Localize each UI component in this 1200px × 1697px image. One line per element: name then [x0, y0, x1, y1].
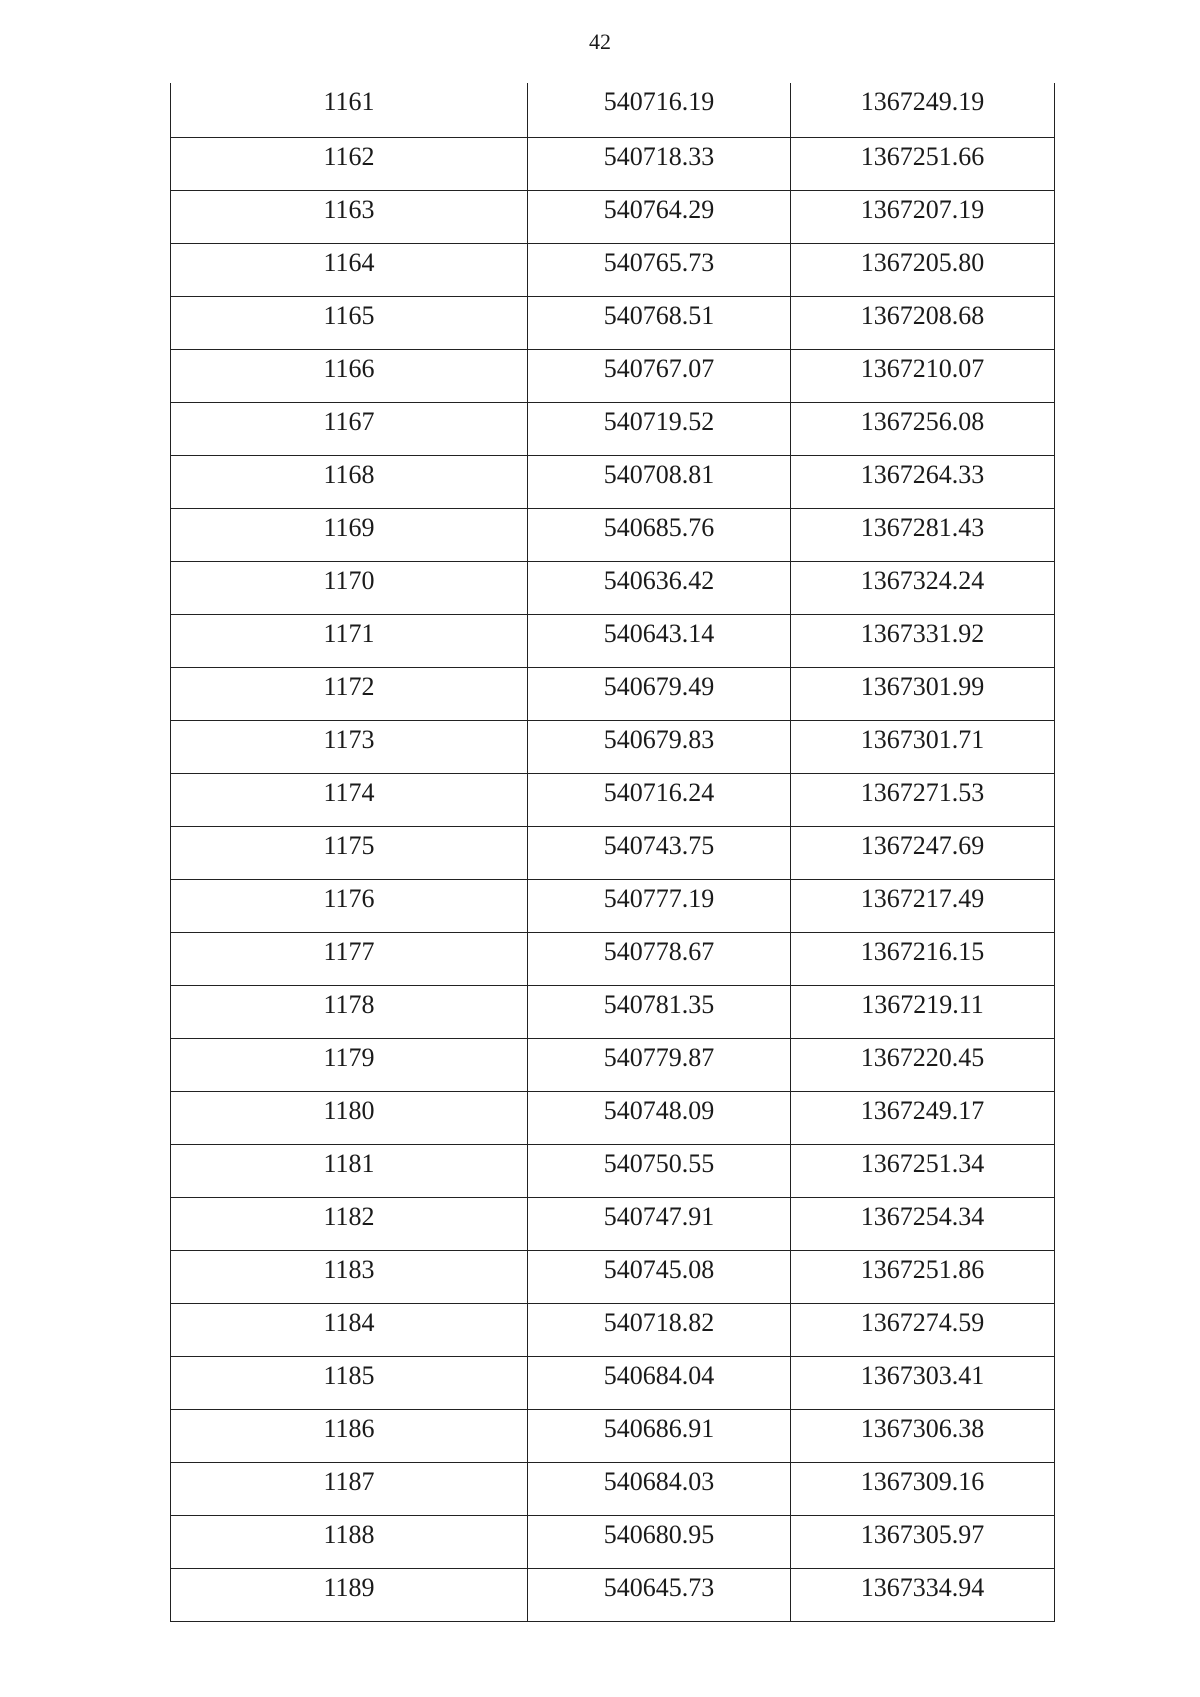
cell-text: 540679.83: [603, 724, 715, 754]
table-row: [171, 1038, 1055, 1091]
table-row: [171, 349, 1055, 402]
cell-text: 1367305.97: [860, 1519, 985, 1549]
y-coordinate-cell: [791, 1091, 1055, 1144]
cell-text: 540645.73: [603, 1572, 715, 1602]
point-number-cell: [171, 667, 528, 720]
cell-text: 540748.09: [603, 1095, 715, 1125]
point-number-cell: [171, 879, 528, 932]
cell-text: 1367251.34: [860, 1148, 985, 1178]
y-coordinate-cell: [791, 190, 1055, 243]
cell-text: 540636.42: [603, 565, 715, 595]
point-number-cell: [171, 83, 528, 137]
cell-text: 540767.07: [603, 353, 715, 383]
cell-text: 1180: [323, 1095, 375, 1125]
x-coordinate-cell: [528, 1409, 791, 1462]
y-coordinate-cell: [791, 296, 1055, 349]
cell-text: 540781.35: [603, 989, 715, 1019]
cell-text: 1172: [323, 671, 375, 701]
x-coordinate-cell: [528, 932, 791, 985]
point-number-cell: [171, 1144, 528, 1197]
table-row: [171, 137, 1055, 190]
x-coordinate-cell: [528, 1568, 791, 1621]
cell-text: 1367331.92: [860, 618, 985, 648]
cell-text: 540685.76: [603, 512, 715, 542]
point-number-cell: [171, 561, 528, 614]
cell-text: 540718.33: [603, 141, 715, 171]
table-row: [171, 83, 1055, 137]
cell-text: 1181: [323, 1148, 375, 1178]
x-coordinate-cell: [528, 879, 791, 932]
point-number-cell: [171, 402, 528, 455]
cell-text: 1164: [323, 247, 375, 277]
table-row: [171, 614, 1055, 667]
table-row: [171, 667, 1055, 720]
point-number-cell: [171, 190, 528, 243]
cell-text: 1186: [323, 1413, 375, 1443]
cell-text: 1185: [323, 1360, 375, 1390]
table-row: [171, 402, 1055, 455]
table-row: [171, 826, 1055, 879]
cell-text: 540679.49: [603, 671, 715, 701]
cell-text: 1177: [323, 936, 375, 966]
cell-text: 1167: [323, 406, 375, 436]
table-row: [171, 1568, 1055, 1621]
point-number-cell: [171, 1250, 528, 1303]
y-coordinate-cell: [791, 455, 1055, 508]
table-row: [171, 1356, 1055, 1409]
y-coordinate-cell: [791, 561, 1055, 614]
table-row: [171, 1462, 1055, 1515]
cell-text: 540684.04: [603, 1360, 715, 1390]
cell-text: 1367251.86: [860, 1254, 985, 1284]
cell-text: 540745.08: [603, 1254, 715, 1284]
cell-text: 1163: [323, 194, 375, 224]
cell-text: 1165: [323, 300, 375, 330]
x-coordinate-cell: [528, 985, 791, 1038]
cell-text: 540708.81: [603, 459, 715, 489]
cell-text: 1367249.17: [860, 1095, 985, 1125]
cell-text: 1367205.80: [860, 247, 985, 277]
y-coordinate-cell: [791, 1568, 1055, 1621]
x-coordinate-cell: [528, 296, 791, 349]
point-number-cell: [171, 296, 528, 349]
cell-text: 1367249.19: [860, 87, 985, 116]
x-coordinate-cell: [528, 349, 791, 402]
cell-text: 1168: [323, 459, 375, 489]
x-coordinate-cell: [528, 826, 791, 879]
x-coordinate-cell: [528, 720, 791, 773]
y-coordinate-cell: [791, 349, 1055, 402]
cell-text: 1182: [323, 1201, 375, 1231]
y-coordinate-cell: [791, 1409, 1055, 1462]
cell-text: 540764.29: [603, 194, 715, 224]
cell-text: 1367301.99: [860, 671, 985, 701]
cell-text: 1367256.08: [860, 406, 985, 436]
cell-text: 1175: [323, 830, 375, 860]
x-coordinate-cell: [528, 614, 791, 667]
cell-text: 1367271.53: [860, 777, 985, 807]
point-number-cell: [171, 137, 528, 190]
point-number-cell: [171, 243, 528, 296]
y-coordinate-cell: [791, 1197, 1055, 1250]
cell-text: 1367281.43: [860, 512, 985, 542]
x-coordinate-cell: [528, 508, 791, 561]
cell-text: 1367208.68: [860, 300, 985, 330]
table-body: [171, 83, 1055, 1621]
cell-text: 1173: [323, 724, 375, 754]
y-coordinate-cell: [791, 508, 1055, 561]
cell-text: 1367264.33: [860, 459, 985, 489]
table-row: [171, 985, 1055, 1038]
x-coordinate-cell: [528, 1091, 791, 1144]
table-row: [171, 1303, 1055, 1356]
cell-text: 1367217.49: [860, 883, 985, 913]
cell-text: 1367303.41: [860, 1360, 985, 1390]
y-coordinate-cell: [791, 137, 1055, 190]
point-number-cell: [171, 932, 528, 985]
table-row: [171, 1409, 1055, 1462]
cell-text: 1367334.94: [860, 1572, 985, 1602]
cell-text: 540750.55: [603, 1148, 715, 1178]
x-coordinate-cell: [528, 1515, 791, 1568]
y-coordinate-cell: [791, 402, 1055, 455]
y-coordinate-cell: [791, 932, 1055, 985]
cell-text: 1367251.66: [860, 141, 985, 171]
cell-text: 1188: [323, 1519, 375, 1549]
y-coordinate-cell: [791, 1038, 1055, 1091]
table-row: [171, 296, 1055, 349]
point-number-cell: [171, 720, 528, 773]
x-coordinate-cell: [528, 190, 791, 243]
cell-text: 1166: [323, 353, 375, 383]
cell-text: 1176: [323, 883, 375, 913]
table-row: [171, 190, 1055, 243]
x-coordinate-cell: [528, 455, 791, 508]
y-coordinate-cell: [791, 1303, 1055, 1356]
y-coordinate-cell: [791, 667, 1055, 720]
y-coordinate-cell: [791, 83, 1055, 137]
cell-text: 540719.52: [603, 406, 715, 436]
point-number-cell: [171, 508, 528, 561]
cell-text: 1178: [323, 989, 375, 1019]
x-coordinate-cell: [528, 402, 791, 455]
table-row: [171, 1144, 1055, 1197]
cell-text: 1367254.34: [860, 1201, 985, 1231]
point-number-cell: [171, 985, 528, 1038]
table-row: [171, 243, 1055, 296]
x-coordinate-cell: [528, 1250, 791, 1303]
cell-text: 1367207.19: [860, 194, 985, 224]
y-coordinate-cell: [791, 985, 1055, 1038]
cell-text: 540718.82: [603, 1307, 715, 1337]
cell-text: 1171: [323, 618, 375, 648]
table-row: [171, 773, 1055, 826]
x-coordinate-cell: [528, 1462, 791, 1515]
x-coordinate-cell: [528, 83, 791, 137]
cell-text: 1169: [323, 512, 375, 542]
cell-text: 540643.14: [603, 618, 715, 648]
cell-text: 540716.24: [603, 777, 715, 807]
point-number-cell: [171, 614, 528, 667]
cell-text: 540765.73: [603, 247, 715, 277]
point-number-cell: [171, 773, 528, 826]
x-coordinate-cell: [528, 243, 791, 296]
cell-text: 1187: [323, 1466, 375, 1496]
cell-text: 1367219.11: [861, 989, 984, 1019]
cell-text: 1170: [323, 565, 375, 595]
table-row: [171, 1091, 1055, 1144]
cell-text: 540777.19: [603, 883, 715, 913]
point-number-cell: [171, 1409, 528, 1462]
x-coordinate-cell: [528, 1038, 791, 1091]
cell-text: 1189: [323, 1572, 375, 1602]
point-number-cell: [171, 1038, 528, 1091]
table-row: [171, 932, 1055, 985]
table-row: [171, 879, 1055, 932]
cell-text: 1367309.16: [860, 1466, 985, 1496]
x-coordinate-cell: [528, 1356, 791, 1409]
y-coordinate-cell: [791, 243, 1055, 296]
cell-text: 540716.19: [603, 87, 715, 116]
y-coordinate-cell: [791, 614, 1055, 667]
y-coordinate-cell: [791, 826, 1055, 879]
table-row: [171, 1197, 1055, 1250]
cell-text: 1162: [323, 141, 375, 171]
cell-text: 540743.75: [603, 830, 715, 860]
y-coordinate-cell: [791, 879, 1055, 932]
cell-text: 1367324.24: [860, 565, 985, 595]
y-coordinate-cell: [791, 1144, 1055, 1197]
table-row: [171, 720, 1055, 773]
cell-text: 1179: [323, 1042, 375, 1072]
cell-text: 540680.95: [603, 1519, 715, 1549]
point-number-cell: [171, 826, 528, 879]
table-row: [171, 561, 1055, 614]
cell-text: 1161: [323, 87, 375, 116]
cell-text: 540779.87: [603, 1042, 715, 1072]
y-coordinate-cell: [791, 1356, 1055, 1409]
y-coordinate-cell: [791, 720, 1055, 773]
y-coordinate-cell: [791, 773, 1055, 826]
x-coordinate-cell: [528, 773, 791, 826]
point-number-cell: [171, 455, 528, 508]
x-coordinate-cell: [528, 137, 791, 190]
cell-text: 540747.91: [603, 1201, 715, 1231]
point-number-cell: [171, 1091, 528, 1144]
cell-text: 1367306.38: [860, 1413, 985, 1443]
point-number-cell: [171, 1356, 528, 1409]
y-coordinate-cell: [791, 1462, 1055, 1515]
cell-text: 1174: [323, 777, 375, 807]
x-coordinate-cell: [528, 1144, 791, 1197]
table-row: [171, 508, 1055, 561]
cell-text: 1183: [323, 1254, 375, 1284]
x-coordinate-cell: [528, 1197, 791, 1250]
x-coordinate-cell: [528, 1303, 791, 1356]
y-coordinate-cell: [791, 1515, 1055, 1568]
point-number-cell: [171, 1462, 528, 1515]
cell-text: 540686.91: [603, 1413, 715, 1443]
table-row: [171, 455, 1055, 508]
cell-text: 540684.03: [603, 1466, 715, 1496]
table-row: [171, 1250, 1055, 1303]
cell-text: 1184: [323, 1307, 375, 1337]
cell-text: 1367220.45: [860, 1042, 985, 1072]
point-number-cell: [171, 1303, 528, 1356]
table-row: [171, 1515, 1055, 1568]
point-number-cell: [171, 1515, 528, 1568]
point-number-cell: [171, 1197, 528, 1250]
y-coordinate-cell: [791, 1250, 1055, 1303]
x-coordinate-cell: [528, 561, 791, 614]
point-number-cell: [171, 1568, 528, 1621]
x-coordinate-cell: [528, 667, 791, 720]
cell-text: 1367274.59: [860, 1307, 985, 1337]
cell-text: 540778.67: [603, 936, 715, 966]
cell-text: 1367301.71: [860, 724, 985, 754]
coordinates-table: [170, 83, 1055, 1622]
cell-text: 1367247.69: [860, 830, 985, 860]
page-number: 42: [589, 29, 611, 54]
cell-text: 1367210.07: [860, 353, 985, 383]
cell-text: 1367216.15: [860, 936, 985, 966]
point-number-cell: [171, 349, 528, 402]
cell-text: 540768.51: [603, 300, 715, 330]
